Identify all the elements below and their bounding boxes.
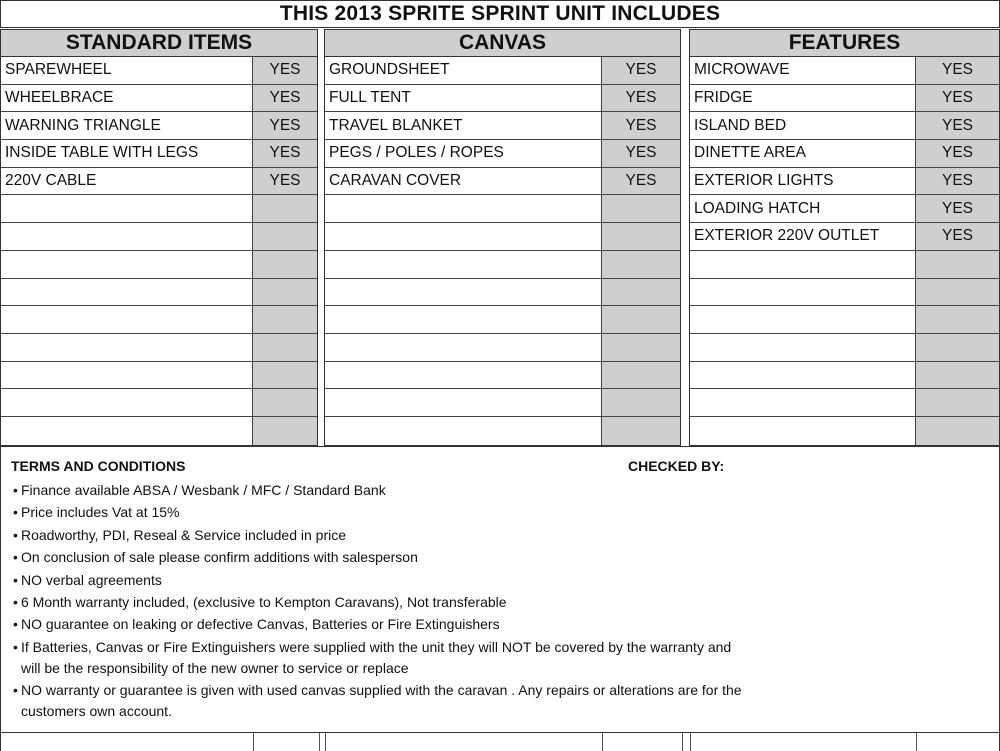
- standard-item-row: [1, 223, 317, 251]
- standard-item-name: [1, 389, 253, 416]
- standard-item-included: YES: [253, 112, 317, 139]
- canvas-item-row: [325, 417, 680, 445]
- feature-item-name: MICROWAVE: [690, 57, 916, 84]
- standard-item-row: [1, 279, 317, 307]
- standard-item-row: [1, 85, 317, 113]
- term-item: • NO warranty or guarantee is given with used canvas supplied with the caravan . Any repairs or alterations are for the customers own account.: [13, 680, 753, 722]
- feature-item-included: [916, 389, 999, 416]
- canvas-item-row: [325, 195, 680, 223]
- standard-item-included: [253, 334, 317, 361]
- canvas-item-name: FULL TENT: [325, 85, 602, 112]
- canvas-item-included: [602, 417, 680, 445]
- feature-item-row: [690, 389, 999, 417]
- standard-item-row: [1, 112, 317, 140]
- canvas-item-row: [325, 251, 680, 279]
- term-item: • If Batteries, Canvas or Fire Extinguishers were supplied with the unit they will NOT be covered by the warranty and will be the responsibility of the new owner to service or replace: [13, 637, 753, 679]
- standard-item-row: [1, 57, 317, 85]
- canvas-item-included: [602, 251, 680, 278]
- feature-item-row: [690, 362, 999, 390]
- feature-item-row: [690, 57, 999, 85]
- feature-item-name: [690, 389, 916, 416]
- standard-item-row: [1, 362, 317, 390]
- term-item: • Finance available ABSA / Wesbank / MFC / Standard Bank: [13, 480, 753, 501]
- feature-item-included: YES: [916, 85, 999, 112]
- term-item: • NO verbal agreements: [13, 570, 753, 591]
- canvas-item-name: PEGS / POLES / ROPES: [325, 140, 602, 167]
- canvas-item-included: [602, 306, 680, 333]
- standard-item-name: [1, 251, 253, 278]
- canvas-item-row: [325, 223, 680, 251]
- feature-item-included: [916, 362, 999, 389]
- features-rows: [690, 57, 999, 445]
- feature-item-included: YES: [916, 195, 999, 222]
- standard-item-name: 220V CABLE: [1, 168, 253, 195]
- standard-item-row: [1, 140, 317, 168]
- feature-item-row: [690, 251, 999, 279]
- standard-item-row: [1, 195, 317, 223]
- feature-item-row: [690, 168, 999, 196]
- feature-item-row: [690, 306, 999, 334]
- feature-item-name: EXTERIOR 220V OUTLET: [690, 223, 916, 250]
- features-panel: [689, 29, 1000, 446]
- canvas-item-included: [602, 279, 680, 306]
- standard-item-included: YES: [253, 85, 317, 112]
- feature-item-included: [916, 334, 999, 361]
- standard-item-included: [253, 306, 317, 333]
- canvas-item-included: YES: [602, 57, 680, 84]
- feature-item-name: [690, 417, 916, 445]
- feature-item-row: [690, 85, 999, 113]
- feature-item-row: [690, 223, 999, 251]
- standard-item-included: YES: [253, 140, 317, 167]
- feature-item-name: DINETTE AREA: [690, 140, 916, 167]
- feature-item-row: [690, 334, 999, 362]
- standard-item-name: [1, 223, 253, 250]
- canvas-item-included: [602, 389, 680, 416]
- feature-item-included: [916, 306, 999, 333]
- standard-item-included: [253, 251, 317, 278]
- standard-item-name: [1, 417, 253, 445]
- term-item: • Roadworthy, PDI, Reseal & Service included in price: [13, 525, 753, 546]
- term-item: • 6 Month warranty included, (exclusive to Kempton Caravans), Not transferable: [13, 592, 753, 613]
- canvas-item-name: [325, 389, 602, 416]
- canvas-item-row: [325, 306, 680, 334]
- feature-item-included: YES: [916, 223, 999, 250]
- standard-item-row: [1, 168, 317, 196]
- standard-item-included: [253, 389, 317, 416]
- canvas-heading: CANVAS: [325, 30, 680, 57]
- checked-by-label: CHECKED BY:: [628, 458, 725, 474]
- canvas-item-row: [325, 140, 680, 168]
- canvas-item-name: [325, 279, 602, 306]
- feature-item-name: [690, 251, 916, 278]
- canvas-item-name: [325, 306, 602, 333]
- standard-item-included: [253, 279, 317, 306]
- standard-item-included: YES: [253, 168, 317, 195]
- canvas-item-name: [325, 334, 602, 361]
- standard-item-name: [1, 334, 253, 361]
- feature-item-name: LOADING HATCH: [690, 195, 916, 222]
- standard-item-name: INSIDE TABLE WITH LEGS: [1, 140, 253, 167]
- feature-item-row: [690, 112, 999, 140]
- canvas-item-row: [325, 112, 680, 140]
- canvas-item-row: [325, 168, 680, 196]
- canvas-item-included: YES: [602, 112, 680, 139]
- standard-item-included: [253, 362, 317, 389]
- feature-item-name: EXTERIOR LIGHTS: [690, 168, 916, 195]
- canvas-item-included: [602, 223, 680, 250]
- canvas-rows: [325, 57, 680, 445]
- canvas-item-included: [602, 362, 680, 389]
- canvas-item-name: CARAVAN COVER: [325, 168, 602, 195]
- standard-items-heading: STANDARD ITEMS: [1, 30, 317, 57]
- feature-item-included: [916, 417, 999, 445]
- canvas-item-name: TRAVEL BLANKET: [325, 112, 602, 139]
- standard-item-row: [1, 417, 317, 445]
- feature-item-included: [916, 279, 999, 306]
- feature-item-name: [690, 279, 916, 306]
- feature-item-included: YES: [916, 140, 999, 167]
- terms-section: [0, 446, 1000, 733]
- terms-title: TERMS AND CONDITIONS: [11, 458, 186, 474]
- feature-item-row: [690, 279, 999, 307]
- canvas-item-row: [325, 85, 680, 113]
- feature-item-row: [690, 195, 999, 223]
- term-item: • Price includes Vat at 15%: [13, 502, 753, 523]
- feature-item-name: ISLAND BED: [690, 112, 916, 139]
- bottom-strip: [0, 733, 1000, 751]
- standard-items-rows: [1, 57, 317, 445]
- canvas-item-included: YES: [602, 140, 680, 167]
- standard-item-included: YES: [253, 57, 317, 84]
- canvas-item-included: [602, 334, 680, 361]
- canvas-item-name: [325, 417, 602, 445]
- standard-item-name: [1, 279, 253, 306]
- canvas-item-row: [325, 389, 680, 417]
- standard-item-name: [1, 195, 253, 222]
- feature-item-name: [690, 362, 916, 389]
- sheet-title: THIS 2013 SPRITE SPRINT UNIT INCLUDES: [0, 0, 1000, 28]
- term-item: • NO guarantee on leaking or defective Canvas, Batteries or Fire Extinguishers: [13, 614, 753, 635]
- standard-item-name: WARNING TRIANGLE: [1, 112, 253, 139]
- standard-item-row: [1, 306, 317, 334]
- standard-item-included: [253, 417, 317, 445]
- standard-item-row: [1, 389, 317, 417]
- standard-item-included: [253, 195, 317, 222]
- feature-item-included: YES: [916, 112, 999, 139]
- standard-items-panel: [0, 29, 318, 446]
- canvas-item-row: [325, 279, 680, 307]
- standard-item-name: [1, 362, 253, 389]
- feature-item-row: [690, 417, 999, 445]
- canvas-panel: [324, 29, 681, 446]
- canvas-item-included: YES: [602, 85, 680, 112]
- feature-item-included: YES: [916, 168, 999, 195]
- terms-list: [13, 480, 753, 724]
- canvas-item-row: [325, 334, 680, 362]
- feature-item-row: [690, 140, 999, 168]
- standard-item-name: WHEELBRACE: [1, 85, 253, 112]
- canvas-item-name: [325, 223, 602, 250]
- standard-item-row: [1, 334, 317, 362]
- feature-item-name: [690, 306, 916, 333]
- standard-item-name: [1, 306, 253, 333]
- standard-item-row: [1, 251, 317, 279]
- canvas-item-name: GROUNDSHEET: [325, 57, 602, 84]
- canvas-item-name: [325, 251, 602, 278]
- term-item: • On conclusion of sale please confirm additions with salesperson: [13, 547, 753, 568]
- feature-item-included: [916, 251, 999, 278]
- canvas-item-included: [602, 195, 680, 222]
- canvas-item-name: [325, 195, 602, 222]
- standard-item-name: SPAREWHEEL: [1, 57, 253, 84]
- features-heading: FEATURES: [690, 30, 999, 57]
- feature-item-included: YES: [916, 57, 999, 84]
- canvas-item-row: [325, 57, 680, 85]
- canvas-item-name: [325, 362, 602, 389]
- feature-item-name: [690, 334, 916, 361]
- standard-item-included: [253, 223, 317, 250]
- canvas-item-included: YES: [602, 168, 680, 195]
- feature-item-name: FRIDGE: [690, 85, 916, 112]
- canvas-item-row: [325, 362, 680, 390]
